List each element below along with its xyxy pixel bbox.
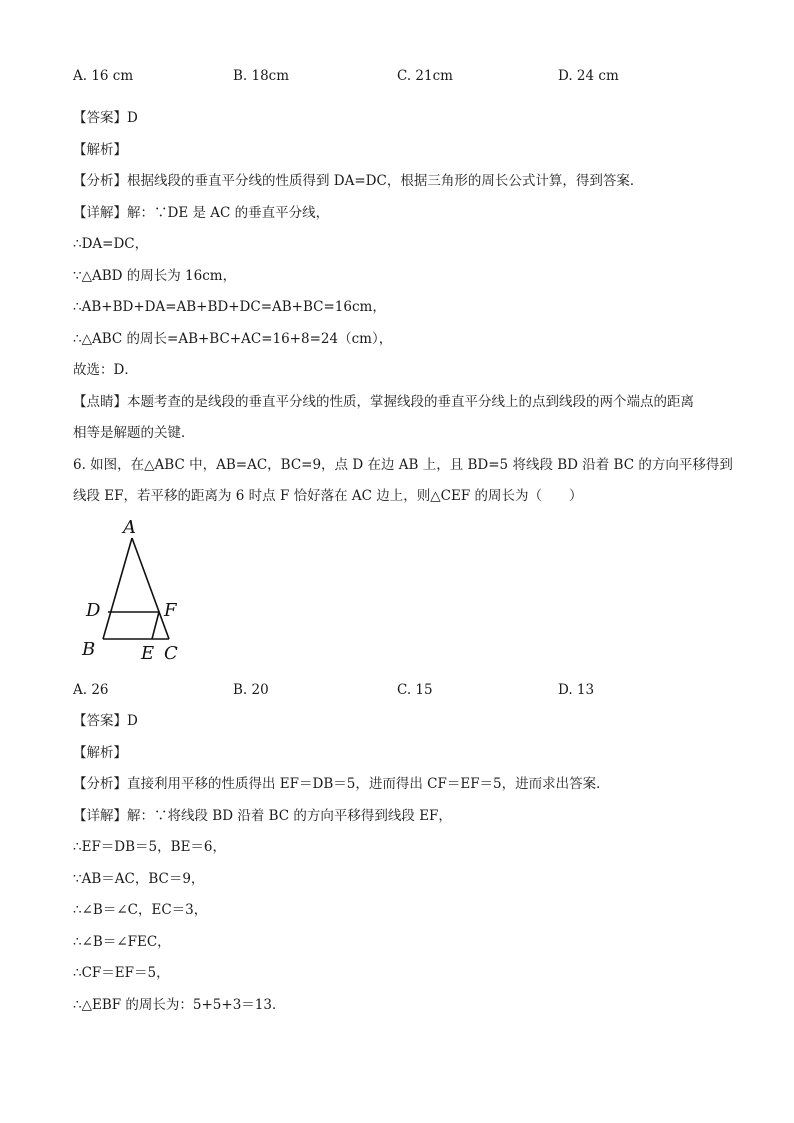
q5-fenxi: 【分析】根据线段的垂直平分线的性质得到 DA=DC，根据三角形的周长公式计算，得到答案． — [73, 173, 644, 189]
q5-option-b: B. 18cm — [233, 68, 290, 84]
segment-ab — [103, 538, 132, 639]
q6-solution-line: ∴∠B＝∠C，EC＝3， — [73, 902, 208, 918]
q6-option-c: C. 15 — [397, 682, 433, 698]
triangle-figure — [80, 515, 200, 665]
q6-solution-line: 【详解】解：∵将线段 BD 沿着 BC 的方向平移得到线段 EF， — [73, 808, 452, 824]
q5-solution-line: ∵△ABD 的周长为 16cm， — [73, 268, 237, 284]
q5-option-c: C. 21cm — [397, 68, 453, 84]
q6-stem-cont: 线段 EF，若平移的距离为 6 时点 F 恰好落在 AC 边上，则△CEF 的周长为（ ） — [73, 488, 583, 504]
label-c: C — [164, 643, 178, 664]
q6-analysis-heading: 【解析】 — [73, 745, 127, 761]
label-a: A — [123, 517, 136, 538]
q5-solution-line: ∴AB+BD+DA=AB+BD+DC=AB+BC=16cm， — [73, 299, 386, 315]
q6-fenxi: 【分析】直接利用平移的性质得出 EF＝DB＝5，进而得出 CF＝EF＝5，进而求出答案． — [73, 776, 610, 792]
label-e: E — [141, 643, 155, 664]
label-f: F — [164, 600, 177, 621]
q6-solution-line: ∵AB＝AC，BC＝9， — [73, 871, 205, 887]
q5-option-d: D. 24 cm — [558, 68, 619, 84]
q5-dianjing-cont: 相等是解题的关键． — [73, 425, 195, 441]
q6-solution-line: ∴∠B＝∠FEC， — [73, 934, 171, 950]
q5-solution-line: ∴△ABC 的周长=AB+BC+AC=16+8=24（cm）， — [73, 331, 393, 347]
segment-ac — [132, 538, 169, 639]
q6-solution-line: ∴EF＝DB＝5，BE＝6， — [73, 839, 227, 855]
q6-option-a: A. 26 — [73, 682, 109, 698]
segment-fe — [152, 612, 159, 639]
q6-option-d: D. 13 — [558, 682, 595, 698]
q5-dianjing: 【点睛】本题考查的是线段的垂直平分线的性质，掌握线段的垂直平分线上的点到线段的两个端点的距离 — [73, 394, 694, 410]
q6-answer: 【答案】D — [73, 713, 138, 729]
q6-solution-line: ∴△EBF 的周长为：5+5+3＝13． — [73, 997, 286, 1013]
q5-solution-line: 故选：D． — [73, 362, 138, 378]
q5-answer: 【答案】D — [73, 110, 138, 126]
q6-option-b: B. 20 — [233, 682, 269, 698]
label-b: B — [82, 639, 96, 660]
q6-stem: 6. 如图，在△ABC 中，AB=AC，BC=9，点 D 在边 AB 上，且 BD=5 将线段 BD 沿着 BC 的方向平移得到 — [73, 457, 733, 473]
label-d: D — [86, 600, 101, 621]
q5-solution-line: ∴DA=DC， — [73, 236, 149, 252]
q6-solution-line: ∴CF＝EF＝5， — [73, 965, 170, 981]
q5-solution-line: 【详解】解：∵DE 是 AC 的垂直平分线， — [73, 205, 330, 221]
q5-analysis-heading: 【解析】 — [73, 142, 127, 158]
q5-option-a: A. 16 cm — [73, 68, 134, 84]
